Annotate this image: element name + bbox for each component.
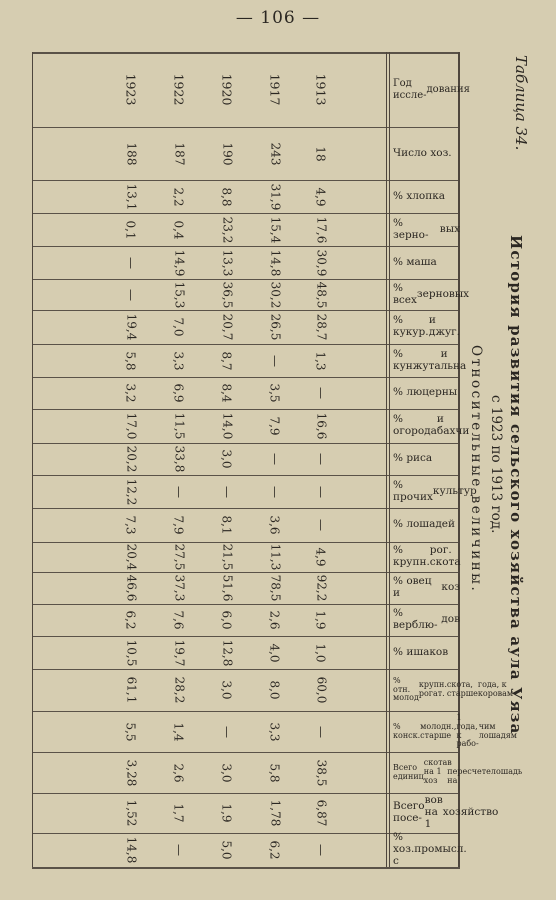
row-label: % маша [393, 255, 437, 268]
year-header: 1913 [313, 73, 329, 106]
table-cell: 23,2 [220, 216, 234, 243]
table-cell: 51,6 [220, 574, 234, 602]
table-cell: 37,3 [172, 574, 186, 602]
table-cell: 2,6 [172, 762, 186, 783]
table-cell: 17,6 [314, 216, 328, 243]
column-rule [32, 52, 33, 867]
table-cell: 3,5 [268, 383, 282, 403]
table-cell: 1,7 [172, 803, 186, 823]
table-cell: 46,6 [124, 574, 138, 602]
table-cell: 1,78 [268, 799, 282, 827]
table-cell: 14,8 [268, 249, 282, 276]
table-cell: 18 [314, 145, 328, 162]
table-cell: — [124, 256, 138, 269]
table-cell: 3,2 [124, 383, 138, 403]
row-label: % крупн. рог. скота [393, 544, 461, 568]
table-cell: 1,9 [314, 610, 328, 630]
year-header: 1923 [123, 73, 139, 106]
row-label: % люцерны [393, 386, 458, 399]
table-cell: — [268, 453, 282, 465]
table-cell: 8,8 [220, 186, 234, 207]
year-header: 1922 [171, 73, 187, 106]
table-cell: 27,5 [172, 543, 186, 571]
table-cell: 4,9 [314, 186, 328, 207]
table-cell: 7,6 [172, 610, 186, 630]
table-subtitle-years: с 1923 по 1913 год. [488, 395, 504, 534]
table-cell: 78,5 [268, 574, 282, 602]
table-cell: — [314, 725, 328, 738]
row-label: % огорода и бахчи [393, 413, 470, 437]
row-label: % ишаков [393, 645, 449, 658]
table-cell: 7,9 [268, 416, 282, 436]
table-cell: 3,3 [172, 350, 186, 371]
table-cell: 30,9 [314, 249, 328, 276]
table-cell: 6,87 [314, 799, 328, 827]
row-label: % кукур. и джуг. [393, 314, 461, 338]
table-cell: 8,7 [220, 350, 234, 371]
row-label: % хлопка [393, 189, 446, 202]
table-cell: — [314, 453, 328, 465]
table-cell: 19,7 [172, 639, 186, 666]
table-cell: 60,0 [314, 676, 328, 704]
table-cell: — [314, 387, 328, 399]
row-label: % отн. молод крупн. рогат. скота, старше года, к коровам [393, 675, 514, 703]
table-cell: 30,2 [268, 281, 282, 308]
table-cell: 190 [220, 142, 234, 165]
table-cell: 2,6 [268, 610, 282, 630]
table-cell: 14,8 [124, 836, 138, 864]
table-cell: 8,4 [220, 383, 234, 403]
table-cell: 12,2 [124, 478, 138, 505]
table-cell: 6,2 [124, 610, 138, 630]
table-cell: 28,7 [314, 313, 328, 341]
table-cell: 7,0 [172, 317, 186, 337]
table-cell: 61,1 [124, 676, 138, 704]
table-cell: 11,5 [172, 412, 186, 440]
row-label: % хоз. с промысл. [393, 831, 467, 867]
row-label: % риса [393, 452, 433, 465]
table-cell: 6,0 [220, 610, 234, 630]
table-cell: — [172, 485, 186, 498]
table-cell: 1,3 [314, 350, 328, 371]
table-cell: 38,5 [314, 759, 328, 786]
table-cell: — [314, 844, 328, 856]
table-cell: 3,0 [220, 449, 234, 469]
table-cell: 36,5 [220, 281, 234, 308]
table-cell: 6,2 [268, 840, 282, 860]
table-cell: — [268, 354, 282, 367]
table-cell: 21,5 [220, 543, 234, 571]
table-cell: — [124, 288, 138, 301]
table-cell: 20,4 [124, 543, 138, 571]
row-label: % зерно- вых [393, 216, 460, 241]
table-title: История развития сельского хозяйства аула Уяза [507, 235, 525, 735]
row-label: % конск. молодн., старше 1 года, к рабо- чим лошадям [393, 712, 517, 749]
table-cell: 1,9 [220, 803, 234, 823]
table-cell: 187 [172, 142, 186, 165]
table-cell: — [220, 485, 234, 498]
row-label: % всех зерновых [393, 281, 470, 306]
table-cell: 7,9 [172, 515, 186, 535]
table-cell: 3,6 [268, 515, 282, 535]
table-cell: 11,3 [268, 543, 282, 571]
year-header: 1920 [219, 73, 235, 106]
table-cell: 14,0 [220, 412, 234, 440]
row-label: % лошадей [393, 518, 456, 531]
table-cell: 0,4 [172, 219, 186, 240]
table-cell: 12,8 [220, 639, 234, 666]
table-cell: 10,5 [124, 639, 138, 666]
row-label: Год иссле- дования [393, 78, 470, 101]
table-cell: 188 [124, 142, 138, 165]
table-cell: 48,5 [314, 281, 328, 308]
row-label: Всего единиц скота на 1 хоз в пересчете на лошадь [393, 758, 523, 785]
table-cell: 28,2 [172, 676, 186, 704]
table-cell: 3,28 [124, 759, 138, 786]
table-cell: 26,5 [268, 313, 282, 341]
table-cell: 31,9 [268, 183, 282, 210]
table-subtitle-relative: Относительные величины. [468, 345, 484, 594]
row-label: % прочих культур [393, 478, 477, 503]
table-cell: — [314, 519, 328, 531]
table-cell: 4,0 [268, 642, 282, 663]
table-cell: 8,1 [220, 515, 234, 535]
table-cell: 4,9 [314, 547, 328, 567]
table-cell: 17,0 [124, 412, 138, 440]
row-label: Число хоз. [393, 146, 452, 159]
table-cell: — [314, 485, 328, 498]
table-label: Таблица 34. [512, 55, 530, 151]
table-cell: 0,1 [124, 219, 138, 240]
table-cell: — [220, 725, 234, 738]
table-cell: 13,1 [124, 183, 138, 210]
row-label: % кунжута и льна [393, 347, 467, 372]
table-cell: 1,0 [314, 642, 328, 663]
table-cell: 3,0 [220, 680, 234, 700]
row-label: % верблю- дов [393, 607, 460, 631]
table-cell: 16,6 [314, 412, 328, 440]
table-cell: 3,0 [220, 762, 234, 783]
table-cell: 5,5 [124, 721, 138, 742]
table-cell: 92,2 [314, 574, 328, 602]
table-cell: 20,2 [124, 445, 138, 473]
table-cell: 3,3 [268, 721, 282, 742]
table-cell: 15,3 [172, 281, 186, 308]
table-cell: — [268, 485, 282, 498]
table-cell: 8,0 [268, 680, 282, 700]
table-cell: 14,9 [172, 249, 186, 276]
table-cell: 20,7 [220, 313, 234, 341]
table-cell: 15,4 [268, 216, 282, 243]
table-cell: 1,4 [172, 721, 186, 742]
table-cell: 243 [268, 142, 282, 165]
table-cell: 19,4 [124, 313, 138, 341]
table-cell: 5,8 [268, 762, 282, 783]
year-header: 1917 [267, 73, 283, 106]
row-label: Всего посе- вов на 1 хозяйство [393, 794, 499, 830]
table-cell: 1,52 [124, 799, 138, 827]
table-cell: 6,9 [172, 383, 186, 403]
table-cell: 5,8 [124, 350, 138, 371]
page-number: — 106 — [235, 8, 321, 28]
table-cell: 7,3 [124, 515, 138, 535]
row-label: % овец и коз [393, 575, 460, 599]
table-cell: 33,8 [172, 445, 186, 473]
table-cell: 2,2 [172, 186, 186, 207]
table-cell: 13,3 [220, 249, 234, 276]
table-cell: 5,0 [220, 840, 234, 860]
table-cell: — [172, 844, 186, 856]
